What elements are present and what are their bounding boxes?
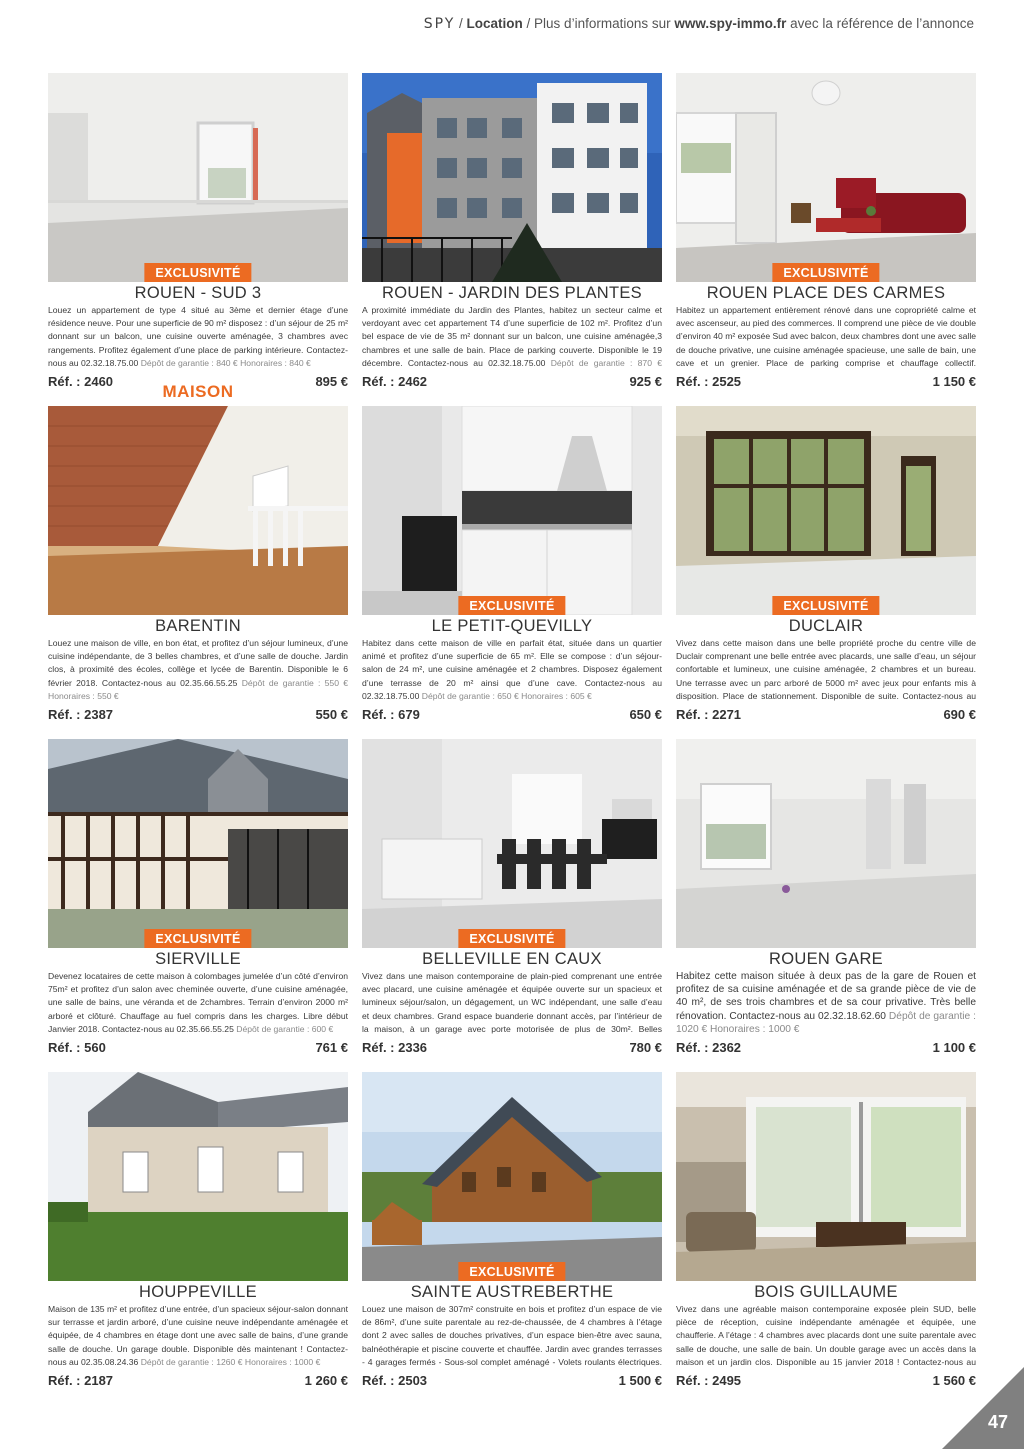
listing-reference: Réf. : 2271 xyxy=(676,707,742,722)
listing-title: LE PETIT-QUEVILLY xyxy=(431,617,593,635)
listing-title: ROUEN GARE xyxy=(769,950,883,968)
listing-description-text: Louez un appartement de type 4 situé au 3ème et dernier étage d’une résidence neuve. Pour une superficie de 90 m² disposez : d’un séjour de 25 m² donnant sur un balcon, une cuisine ouverte aménagée, 3 chambres avec rangements. Profitez également d’une place de parking intérieure. Contactez-nous au 02.32.18.75.00 xyxy=(48,305,348,368)
listing-reference: Réf. : 679 xyxy=(362,707,420,722)
listing-reference: Réf. : 2525 xyxy=(676,374,742,389)
listing-description-text: Vivez dans cette maison dans une belle propriété proche du centre ville de Duclair comprenant une belle entrée avec placards, une salle d’eau, un séjour confortable et lumineux, une cuisine aménagée, 2 chambres et un bureau. Une terrasse avec un parc arboré de 5000 m² avec jeux pour enfants mis à disposition. Place de stationnement. Disponible de suite. Contactez-nous au xyxy=(676,638,976,701)
exclusivite-badge: EXCLUSIVITÉ xyxy=(458,929,565,948)
listing-reference: Réf. : 2336 xyxy=(362,1040,428,1055)
listing-reference: Réf. : 2462 xyxy=(362,374,428,389)
listing-reference: Réf. : 2362 xyxy=(676,1040,742,1055)
listing-description xyxy=(676,304,976,370)
listing-description-text: Vivez dans une agréable maison contemporaine exposée plein SUD, belle pièce de réception, cuisine indépendante aménagée et équipée, une chaufferie. A l’étage : 4 chambres avec placards dont une suite parentale avec salle de douche, une salle de bain. Un double garage avec un accès dans la maison et un jardin clos. Disponible au 15 janvier 2018 ! Contactez-nous au xyxy=(676,1304,976,1367)
listing-price: 1 500 € xyxy=(618,1373,662,1388)
listing-footer xyxy=(676,374,976,389)
listing-title: BELLEVILLE EN CAUX xyxy=(422,950,602,968)
listing-card[interactable] xyxy=(676,739,976,1055)
listing-fees: Dépôt de garantie : 550 € Honoraires : 550 € xyxy=(48,677,348,701)
listing-fees: Dépôt de garantie : 1260 € Honoraires : 1000 € xyxy=(138,1356,321,1367)
listing-price: 1 260 € xyxy=(304,1373,348,1388)
listing-description xyxy=(676,637,976,703)
exclusivite-badge: EXCLUSIVITÉ xyxy=(772,263,879,282)
listing-photo[interactable] xyxy=(676,739,976,948)
listing-description-text: Louez une maison de ville, en bon état, et profitez d’un séjour lumineux, d’une cuisine indépendante, de 3 belles chambres, et d’une salle de douche. Jardin clos, à proximité des écoles, collège et lycée de Barentin. Disponible le 6 février 2018. Contactez-nous au 02.35.66.55.25 xyxy=(48,638,348,688)
listing-description-text: A proximité immédiate du Jardin des Plantes, habitez un secteur calme et verdoyant avec cet appartement T4 d’une superficie de 102 m². Profitez d’un bel espace de vie de 35 m² donnant sur un balcon, une cuisine aménagée,3 chambres et une salle de bain. Place de parking couverte. Disponible le 19 décembre. Contactez-nous au 02.32.18.75.00 xyxy=(362,305,662,368)
listing-title: ROUEN PLACE DES CARMES xyxy=(706,284,946,302)
listing-description-text: Louez une maison de 307m² construite en bois et profitez d’un espace de vie de 86m², d’une suite parentale au rez-de-chaussée, de 4 chambres à l’étage dont 2 avec salles de douches privatives, d’un espace bien-être avec sauna, balnéothérapie et piscine couverte et chauffée. Jardin avec grandes terrasses - 4 garages fermés - Sous-sol complet aménagé - Volets roulants électriques. xyxy=(362,1304,662,1367)
listing-description-text: Habitez cette maison située à deux pas de la gare de Rouen et profitez de sa cuisine aménagée et de sa grande pièce de vie de 40 m², de ses trois chambres et de sa cour privative. Très belle rénovation. Contactez-nous au 02.32.18.62.60 xyxy=(676,971,976,1022)
listing-reference: Réf. : 2495 xyxy=(676,1373,742,1388)
listing-photo[interactable] xyxy=(676,1072,976,1281)
listing-card[interactable] xyxy=(362,1072,662,1388)
header-separator: / xyxy=(459,16,467,31)
listing-photo[interactable] xyxy=(362,406,662,615)
listing-fees: Dépôt de garantie : 650 € Honoraires : 605 € xyxy=(419,690,592,701)
listing-photo[interactable] xyxy=(48,406,348,615)
header-site-link[interactable]: www.spy-immo.fr xyxy=(674,16,787,31)
page-header xyxy=(300,16,974,32)
brand-logo: SPY xyxy=(423,16,456,32)
page-number: 47 xyxy=(987,1412,1008,1432)
listing-reference: Réf. : 2503 xyxy=(362,1373,428,1388)
category-label: MAISON xyxy=(162,382,234,401)
listing-fees: Dépôt de garantie : 1020 € Honoraires : 1000 € xyxy=(676,1010,976,1035)
listing-price: 1 150 € xyxy=(932,374,976,389)
listing-fees: Dépôt de garantie : 870 € xyxy=(550,357,662,368)
listing-card[interactable] xyxy=(362,406,662,722)
listing-price: 550 € xyxy=(315,707,348,722)
listing-title: HOUPPEVILLE xyxy=(139,1283,257,1301)
listing-footer xyxy=(676,1373,976,1388)
listing-title: DUCLAIR xyxy=(788,617,864,635)
listing-photo[interactable] xyxy=(362,739,662,948)
listing-card[interactable] xyxy=(48,1072,348,1388)
listing-description-text: Habitez dans cette maison de ville en parfait état, située dans un quartier animé et profitez d’une superficie de 65 m². Elle se compose : d’un séjour-salon de 24 m², une cuisine aménagée et 2 chambres. Disposez également d’une terrasse de 20 m² ainsi que d’une cave. Contactez-nous au 02.32.18.75.00 xyxy=(362,638,662,701)
listing-reference: Réf. : 2460 xyxy=(48,374,114,389)
listing-description-text: Habitez un appartement entièrement rénové dans une copropriété calme et avec ascenseur, au pied des commerces. Il comprend une pièce de vie double d’environ 40 m² exposée Sud avec balcon, deux chambres dont une avec salle de douche privative, une cuisine aménagée spacieuse, une salle de bain, une cave et un grenier. Place de parking comprise et chauffage collectif. xyxy=(676,305,976,368)
listing-photo[interactable] xyxy=(362,73,662,282)
listing-description xyxy=(362,637,662,703)
exclusivite-badge: EXCLUSIVITÉ xyxy=(458,1262,565,1281)
listing-price: 925 € xyxy=(629,374,662,389)
listing-description xyxy=(362,970,662,1036)
listing-title: BARENTIN xyxy=(155,617,241,635)
listing-price: 761 € xyxy=(315,1040,348,1055)
listing-title: SAINTE AUSTREBERTHE xyxy=(410,1283,614,1301)
listing-card[interactable] xyxy=(676,73,976,389)
listing-description-text: Vivez dans une maison contemporaine de plain-pied comprenant une entrée avec placard, une cuisine aménagée et équipée ouverte sur un spacieux et lumineux séjour/salon, un dégagement, un WC indépendant, une salle d’eau et deux chambres. Grand espace buanderie donnant accès, par l’intérieur de la maison, à un garage avec porte motorisée de plus de 30m². Belles xyxy=(362,971,662,1034)
listing-fees: Dépôt de garantie : 840 € Honoraires : 840 € xyxy=(138,357,311,368)
listing-description xyxy=(48,304,348,370)
listing-footer xyxy=(362,1373,662,1388)
listing-description-text: Maison de 135 m² et profitez d’une entrée, d’un spacieux séjour-salon donnant sur terrasse et jardin arboré, d’une cuisine neuve indépendante aménagée et équipée, de 4 chambres en étage dont une avec salle de bains, d’une grande salle de douche. Un garage double. Disponible dès maintenant ! Contactez-nous au 02.35.08.24.36 xyxy=(48,1304,348,1367)
listing-footer xyxy=(48,707,348,722)
header-info-prefix: / Plus d’informations sur xyxy=(522,16,675,31)
listing-photo[interactable] xyxy=(48,1072,348,1281)
listing-photo[interactable] xyxy=(362,1072,662,1281)
listing-title: ROUEN - JARDIN DES PLANTES xyxy=(382,284,642,302)
listing-description xyxy=(48,637,348,703)
listing-description-text: Devenez locataires de cette maison à colombages jumelée d’un côté d’environ 75m² et profitez d’un salon avec cheminée ouverte, d’une cuisine aménagée, une salle de bains, une véranda et de 2chambres. Terrain d’environ 2000 m² arboré et clôturé. Chauffage au fuel compris dans les charges. Libre début Janvier 2018. Contactez-nous au 02.35.66.55.25 xyxy=(48,971,348,1034)
listing-card[interactable] xyxy=(676,406,976,722)
listing-fees: Dépôt de garantie : 600 € xyxy=(233,1023,334,1034)
listing-footer xyxy=(48,374,348,389)
listing-reference: Réf. : 560 xyxy=(48,1040,106,1055)
listing-description xyxy=(48,1303,348,1369)
listing-footer xyxy=(48,1373,348,1388)
listing-price: 650 € xyxy=(629,707,662,722)
listing-card[interactable] xyxy=(362,73,662,389)
listing-footer xyxy=(362,707,662,722)
listing-reference: Réf. : 2387 xyxy=(48,707,114,722)
listing-title: BOIS GUILLAUME xyxy=(754,1283,898,1301)
listing-footer xyxy=(676,1040,976,1055)
listing-photo[interactable] xyxy=(676,406,976,615)
listing-description xyxy=(362,1303,662,1369)
listing-price: 690 € xyxy=(943,707,976,722)
listing-photo[interactable] xyxy=(48,739,348,948)
listing-card[interactable] xyxy=(676,1072,976,1388)
listing-footer xyxy=(362,374,662,389)
listing-card[interactable] xyxy=(48,73,348,389)
listing-description xyxy=(362,304,662,370)
listing-title: ROUEN - SUD 3 xyxy=(134,284,262,302)
listing-footer xyxy=(362,1040,662,1055)
exclusivite-badge: EXCLUSIVITÉ xyxy=(458,596,565,615)
header-info-suffix: avec la référence de l’annonce xyxy=(786,16,974,31)
header-section: Location xyxy=(466,16,523,31)
listing-description xyxy=(48,970,348,1036)
listing-photo[interactable] xyxy=(676,73,976,282)
listing-title: SIERVILLE xyxy=(155,950,241,968)
exclusivite-badge: EXCLUSIVITÉ xyxy=(772,596,879,615)
listing-footer xyxy=(676,707,976,722)
listing-reference: Réf. : 2187 xyxy=(48,1373,114,1388)
exclusivite-badge: EXCLUSIVITÉ xyxy=(144,929,251,948)
page-corner-decoration xyxy=(942,1367,1024,1449)
listing-description xyxy=(676,1303,976,1369)
listing-price: 895 € xyxy=(315,374,348,389)
listing-price: 780 € xyxy=(629,1040,662,1055)
listing-price: 1 100 € xyxy=(932,1040,976,1055)
listing-description xyxy=(676,970,976,1036)
listing-footer xyxy=(48,1040,348,1055)
listing-photo[interactable] xyxy=(48,73,348,282)
exclusivite-badge: EXCLUSIVITÉ xyxy=(144,263,251,282)
listing-price: 1 560 € xyxy=(932,1373,976,1388)
listing-card[interactable] xyxy=(48,739,348,1055)
listing-card[interactable] xyxy=(48,406,348,722)
listing-card[interactable] xyxy=(362,739,662,1055)
